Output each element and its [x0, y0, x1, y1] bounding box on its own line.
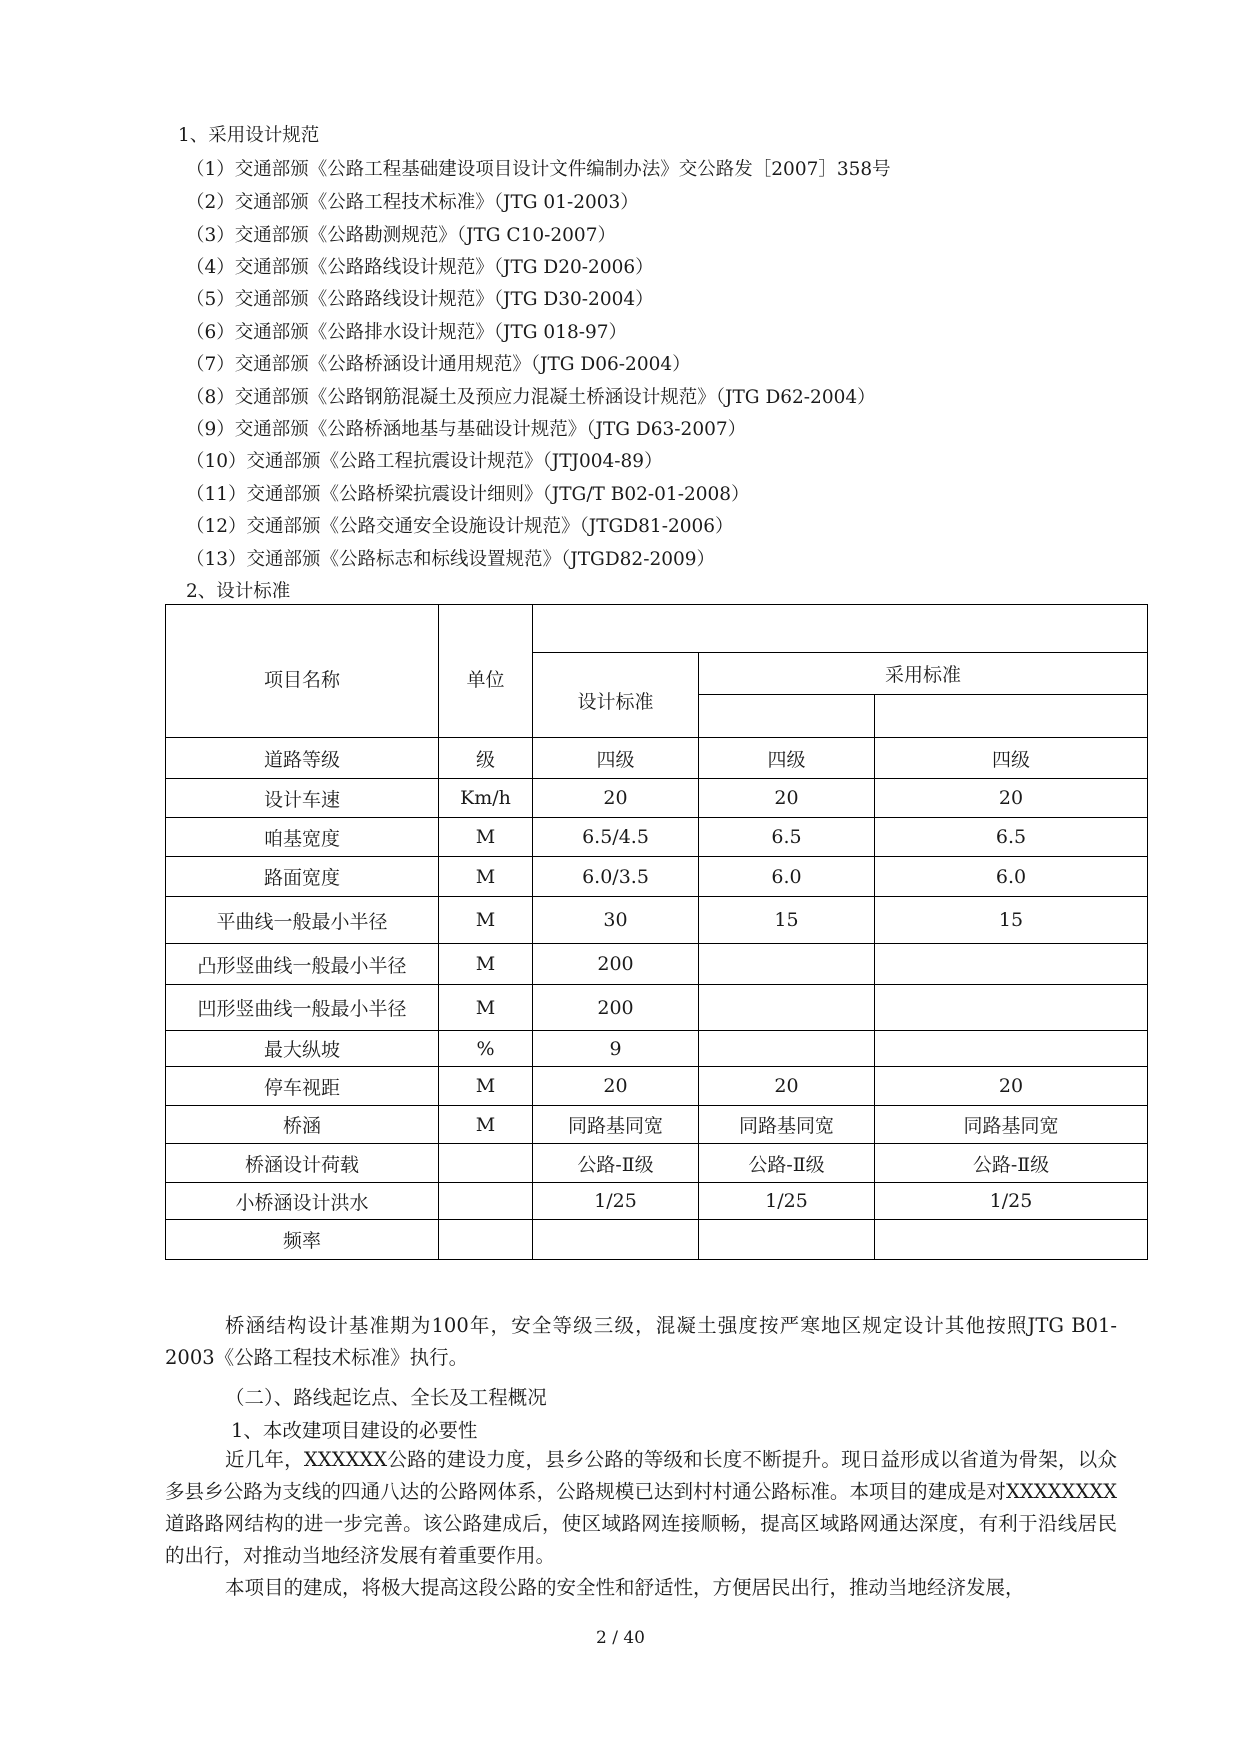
reference-item: （8）交通部颁《公路钢筋混凝土及预应力混凝土桥涵设计规范》（JTG D62-2004） — [186, 387, 876, 408]
row-adopted-b: 6.0 — [875, 857, 1148, 897]
reference-item: （12）交通部颁《公路交通安全设施设计规范》（JTGD81-2006） — [186, 516, 734, 537]
note-paragraph: 桥涵结构设计基准期为100年，安全等级三级，混凝土强度按严寒地区规定设计其他按照JTG B01-2003《公路工程技术标准》执行。 — [165, 1314, 1117, 1369]
row-adopted-a: 15 — [699, 897, 875, 944]
row-unit: M — [439, 818, 533, 857]
section2-title: 2、设计标准 — [186, 581, 291, 602]
table-row — [166, 1183, 1148, 1220]
row-adopted-b — [875, 985, 1148, 1031]
row-adopted-a: 6.0 — [699, 857, 875, 897]
row-design — [533, 1220, 699, 1260]
header-adopted-sub2 — [875, 695, 1148, 738]
row-adopted-a: 1/25 — [699, 1183, 875, 1220]
row-unit: M — [439, 944, 533, 985]
reference-item: （7）交通部颁《公路桥涵设计通用规范》（JTG D06-2004） — [186, 354, 691, 375]
row-design: 20 — [533, 1067, 699, 1106]
table-row — [166, 897, 1148, 944]
row-adopted-b: 20 — [875, 1067, 1148, 1106]
row-item: 平曲线一般最小半径 — [166, 897, 439, 944]
row-design: 公路-Ⅱ级 — [533, 1144, 699, 1183]
table-row — [166, 1144, 1148, 1183]
row-unit: M — [439, 897, 533, 944]
table-row — [166, 738, 1148, 779]
header-adopted-sub1 — [699, 695, 875, 738]
row-unit: % — [439, 1031, 533, 1067]
table-row — [166, 1031, 1148, 1067]
row-item: 桥涵设计荷载 — [166, 1144, 439, 1183]
header-design-standard: 设计标准 — [533, 653, 699, 738]
table-row — [166, 1220, 1148, 1260]
row-unit — [439, 1144, 533, 1183]
page-number: 2 / 40 — [596, 1628, 645, 1648]
table-row — [166, 857, 1148, 897]
table-row — [166, 818, 1148, 857]
row-unit: M — [439, 985, 533, 1031]
row-adopted-a: 20 — [699, 1067, 875, 1106]
reference-item: （1）交通部颁《公路工程基础建设项目设计文件编制办法》交公路发［2007］358号 — [186, 159, 891, 180]
row-design: 200 — [533, 985, 699, 1031]
necessity-paragraph: 近几年，XXXXXX公路的建设力度，县乡公路的等级和长度不断提升。现日益形成以省道为骨架，以众多县乡公路为支线的四通八达的公路网体系，公路规模已达到村村通公路标准。本项目的建成是对XXXXXXXX道路路网结构的进一步完善。该公路建成后，使区域路网连接顺畅，提高区域路网通达深度，有利于沿线居民的出行，对推动当地经济发展有着重要作用。 — [165, 1448, 1117, 1567]
row-item: 咱基宽度 — [166, 818, 439, 857]
subsection-title: （二）、路线起讫点、全长及工程概况 — [225, 1386, 547, 1409]
row-unit: M — [439, 1067, 533, 1106]
row-adopted-b — [875, 1220, 1148, 1260]
row-adopted-b — [875, 1031, 1148, 1067]
row-design: 1/25 — [533, 1183, 699, 1220]
row-design: 9 — [533, 1031, 699, 1067]
row-item: 路面宽度 — [166, 857, 439, 897]
row-adopted-b: 1/25 — [875, 1183, 1148, 1220]
table-row — [166, 779, 1148, 818]
table-row — [166, 944, 1148, 985]
design-standards-table — [165, 604, 1148, 1260]
row-design: 20 — [533, 779, 699, 818]
row-adopted-a — [699, 944, 875, 985]
row-unit — [439, 1183, 533, 1220]
row-item: 道路等级 — [166, 738, 439, 779]
row-unit: M — [439, 1106, 533, 1144]
row-adopted-b: 四级 — [875, 738, 1148, 779]
row-item: 最大纵坡 — [166, 1031, 439, 1067]
header-unit: 单位 — [439, 605, 533, 738]
row-adopted-a: 20 — [699, 779, 875, 818]
row-adopted-b: 公路-Ⅱ级 — [875, 1144, 1148, 1183]
row-adopted-a — [699, 985, 875, 1031]
row-item: 桥涵 — [166, 1106, 439, 1144]
reference-item: （6）交通部颁《公路排水设计规范》（JTG 018-97） — [186, 322, 628, 343]
table-row — [166, 1067, 1148, 1106]
row-design: 30 — [533, 897, 699, 944]
row-adopted-b: 同路基同宽 — [875, 1106, 1148, 1144]
header-adopted-standard: 采用标准 — [699, 653, 1148, 695]
row-item: 凸形竖曲线一般最小半径 — [166, 944, 439, 985]
row-design: 四级 — [533, 738, 699, 779]
row-adopted-b: 20 — [875, 779, 1148, 818]
row-adopted-a — [699, 1031, 875, 1067]
row-unit: M — [439, 857, 533, 897]
row-item: 停车视距 — [166, 1067, 439, 1106]
reference-item: （4）交通部颁《公路路线设计规范》（JTG D20-2006） — [186, 257, 654, 278]
row-adopted-a: 公路-Ⅱ级 — [699, 1144, 875, 1183]
row-design: 6.0/3.5 — [533, 857, 699, 897]
row-item: 设计车速 — [166, 779, 439, 818]
row-adopted-a — [699, 1220, 875, 1260]
row-adopted-b: 15 — [875, 897, 1148, 944]
reference-item: （11）交通部颁《公路桥梁抗震设计细则》（JTG/T B02-01-2008） — [186, 484, 750, 505]
row-design: 同路基同宽 — [533, 1106, 699, 1144]
section1-title: 1、采用设计规范 — [178, 125, 320, 146]
row-adopted-a: 四级 — [699, 738, 875, 779]
reference-item: （13）交通部颁《公路标志和标线设置规范》（JTGD82-2009） — [186, 549, 716, 570]
row-item: 频率 — [166, 1220, 439, 1260]
row-adopted-a: 同路基同宽 — [699, 1106, 875, 1144]
row-adopted-b — [875, 944, 1148, 985]
reference-item: （3）交通部颁《公路勘测规范》（JTG C10-2007） — [186, 225, 616, 246]
benefit-paragraph: 本项目的建成，将极大提高这段公路的安全性和舒适性，方便居民出行，推动当地经济发展， — [225, 1576, 1025, 1599]
reference-item: （2）交通部颁《公路工程技术标准》（JTG 01-2003） — [186, 192, 639, 213]
row-unit: Km/h — [439, 779, 533, 818]
row-adopted-b: 6.5 — [875, 818, 1148, 857]
row-unit: 级 — [439, 738, 533, 779]
necessity-title: 1、本改建项目建设的必要性 — [231, 1419, 478, 1442]
row-unit — [439, 1220, 533, 1260]
reference-item: （10）交通部颁《公路工程抗震设计规范》（JTJ004-89） — [186, 451, 663, 472]
row-item: 小桥涵设计洪水 — [166, 1183, 439, 1220]
row-design: 6.5/4.5 — [533, 818, 699, 857]
header-item-name: 项目名称 — [166, 605, 439, 738]
row-adopted-a: 6.5 — [699, 818, 875, 857]
table-row — [166, 1106, 1148, 1144]
table-row — [166, 985, 1148, 1031]
row-item: 凹形竖曲线一般最小半径 — [166, 985, 439, 1031]
row-design: 200 — [533, 944, 699, 985]
reference-item: （5）交通部颁《公路路线设计规范》（JTG D30-2004） — [186, 289, 654, 310]
header-blank — [533, 605, 1148, 653]
reference-item: （9）交通部颁《公路桥涵地基与基础设计规范》（JTG D63-2007） — [186, 419, 747, 440]
